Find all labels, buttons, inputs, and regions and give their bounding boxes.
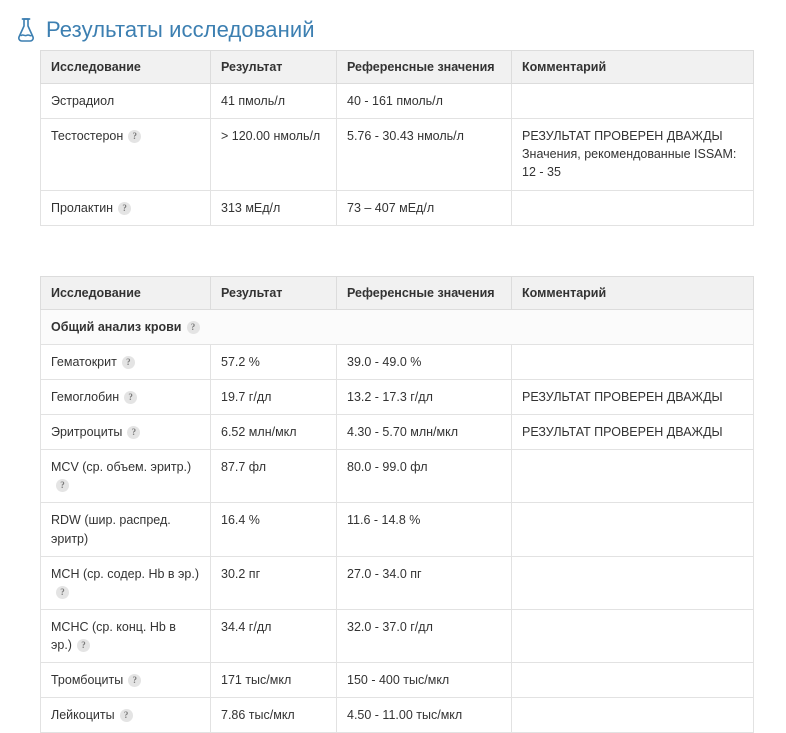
cell-comment bbox=[512, 503, 754, 556]
table-row bbox=[41, 450, 754, 503]
cell-reference: 32.0 - 37.0 г/дл bbox=[337, 609, 512, 662]
cell-comment bbox=[512, 450, 754, 503]
help-icon[interactable]: ? bbox=[56, 586, 69, 599]
cell-study-name: Эритроциты ? bbox=[41, 415, 211, 450]
cell-reference: 27.0 - 34.0 пг bbox=[337, 556, 512, 609]
table-row bbox=[41, 344, 754, 379]
cell-result: 313 мЕд/л bbox=[211, 190, 337, 225]
help-icon[interactable]: ? bbox=[124, 391, 137, 404]
cell-reference: 40 - 161 пмоль/л bbox=[337, 84, 512, 119]
comment-line: 12 - 35 bbox=[522, 165, 561, 180]
column-header-reference: Референсные значения bbox=[337, 276, 512, 309]
cell-reference: 4.30 - 5.70 млн/мкл bbox=[337, 415, 512, 450]
cell-study-name: Тестостерон ? bbox=[41, 119, 211, 190]
cell-result: 30.2 пг bbox=[211, 556, 337, 609]
help-icon[interactable]: ? bbox=[77, 639, 90, 652]
cell-reference: 5.76 - 30.43 нмоль/л bbox=[337, 119, 512, 190]
table-row bbox=[41, 415, 754, 450]
table-header-row bbox=[41, 276, 754, 309]
help-icon[interactable]: ? bbox=[118, 202, 131, 215]
table-row bbox=[41, 190, 754, 225]
cell-comment bbox=[512, 556, 754, 609]
cell-result: 7.86 тыс/мкл bbox=[211, 698, 337, 733]
table-spacer bbox=[0, 226, 786, 276]
page-header bbox=[0, 0, 786, 50]
cell-study-name: Гематокрит ? bbox=[41, 344, 211, 379]
column-header-study: Исследование bbox=[41, 276, 211, 309]
cell-reference: 39.0 - 49.0 % bbox=[337, 344, 512, 379]
hormones-table-body bbox=[41, 84, 754, 226]
cell-study-name: MCV (ср. объем. эритр.)? bbox=[41, 450, 211, 503]
cell-result: 41 пмоль/л bbox=[211, 84, 337, 119]
table-row bbox=[41, 556, 754, 609]
cell-result: 171 тыс/мкл bbox=[211, 663, 337, 698]
cell-study-name: MCHC (ср. конц. Hb в эр.) ? bbox=[41, 609, 211, 662]
cell-result: > 120.00 нмоль/л bbox=[211, 119, 337, 190]
help-icon[interactable]: ? bbox=[128, 674, 141, 687]
cell-result: 57.2 % bbox=[211, 344, 337, 379]
table-row bbox=[41, 503, 754, 556]
comment-line: РЕЗУЛЬТАТ ПРОВЕРЕН ДВАЖДЫ bbox=[522, 129, 723, 144]
comment-line: Значения, рекомендованные ISSAM: bbox=[522, 147, 737, 162]
hormones-results-table bbox=[40, 50, 754, 226]
cbc-table-body bbox=[41, 309, 754, 733]
table-row bbox=[41, 663, 754, 698]
table-header-row bbox=[41, 51, 754, 84]
lab-flask-icon bbox=[14, 15, 38, 45]
cell-study-name: RDW (шир. распред. эритр) bbox=[41, 503, 211, 556]
cell-reference: 11.6 - 14.8 % bbox=[337, 503, 512, 556]
help-icon[interactable]: ? bbox=[56, 479, 69, 492]
cell-comment bbox=[512, 379, 754, 414]
help-icon[interactable]: ? bbox=[120, 709, 133, 722]
cell-result: 16.4 % bbox=[211, 503, 337, 556]
table-row bbox=[41, 119, 754, 190]
cell-study-name: Эстрадиол bbox=[41, 84, 211, 119]
cbc-results-table bbox=[40, 276, 754, 733]
cell-comment bbox=[512, 119, 754, 190]
cell-comment bbox=[512, 415, 754, 450]
cell-comment bbox=[512, 609, 754, 662]
help-icon[interactable]: ? bbox=[127, 426, 140, 439]
cell-comment bbox=[512, 344, 754, 379]
cell-result: 6.52 млн/мкл bbox=[211, 415, 337, 450]
cell-study-name: MCH (ср. содер. Hb в эр.)? bbox=[41, 556, 211, 609]
help-icon[interactable]: ? bbox=[128, 130, 141, 143]
column-header-comment: Комментарий bbox=[512, 276, 754, 309]
table-row bbox=[41, 84, 754, 119]
cell-study-name: Гемоглобин ? bbox=[41, 379, 211, 414]
help-icon[interactable]: ? bbox=[122, 356, 135, 369]
page-title: Результаты исследований bbox=[46, 17, 315, 42]
cell-comment bbox=[512, 84, 754, 119]
hormones-table-wrap bbox=[40, 50, 752, 226]
column-header-study: Исследование bbox=[41, 51, 211, 84]
cell-comment bbox=[512, 190, 754, 225]
cell-reference: 4.50 - 11.00 тыс/мкл bbox=[337, 698, 512, 733]
cell-study-name: Пролактин ? bbox=[41, 190, 211, 225]
cell-reference: 150 - 400 тыс/мкл bbox=[337, 663, 512, 698]
table-section-row bbox=[41, 309, 754, 344]
comment-line: РЕЗУЛЬТАТ ПРОВЕРЕН ДВАЖДЫ bbox=[522, 389, 723, 404]
table-row bbox=[41, 698, 754, 733]
table-row bbox=[41, 379, 754, 414]
cell-reference: 13.2 - 17.3 г/дл bbox=[337, 379, 512, 414]
column-header-reference: Референсные значения bbox=[337, 51, 512, 84]
column-header-comment: Комментарий bbox=[512, 51, 754, 84]
cell-reference: 80.0 - 99.0 фл bbox=[337, 450, 512, 503]
table-row bbox=[41, 609, 754, 662]
column-header-result: Результат bbox=[211, 51, 337, 84]
cell-comment bbox=[512, 698, 754, 733]
cell-result: 87.7 фл bbox=[211, 450, 337, 503]
cell-result: 34.4 г/дл bbox=[211, 609, 337, 662]
section-label: Общий анализ крови ? bbox=[41, 309, 754, 344]
cell-reference: 73 – 407 мЕд/л bbox=[337, 190, 512, 225]
comment-line: РЕЗУЛЬТАТ ПРОВЕРЕН ДВАЖДЫ bbox=[522, 425, 723, 439]
cell-study-name: Лейкоциты ? bbox=[41, 698, 211, 733]
cell-study-name: Тромбоциты ? bbox=[41, 663, 211, 698]
help-icon[interactable]: ? bbox=[187, 321, 200, 334]
cell-comment bbox=[512, 663, 754, 698]
cell-result: 19.7 г/дл bbox=[211, 379, 337, 414]
column-header-result: Результат bbox=[211, 276, 337, 309]
cbc-table-wrap bbox=[40, 276, 752, 733]
